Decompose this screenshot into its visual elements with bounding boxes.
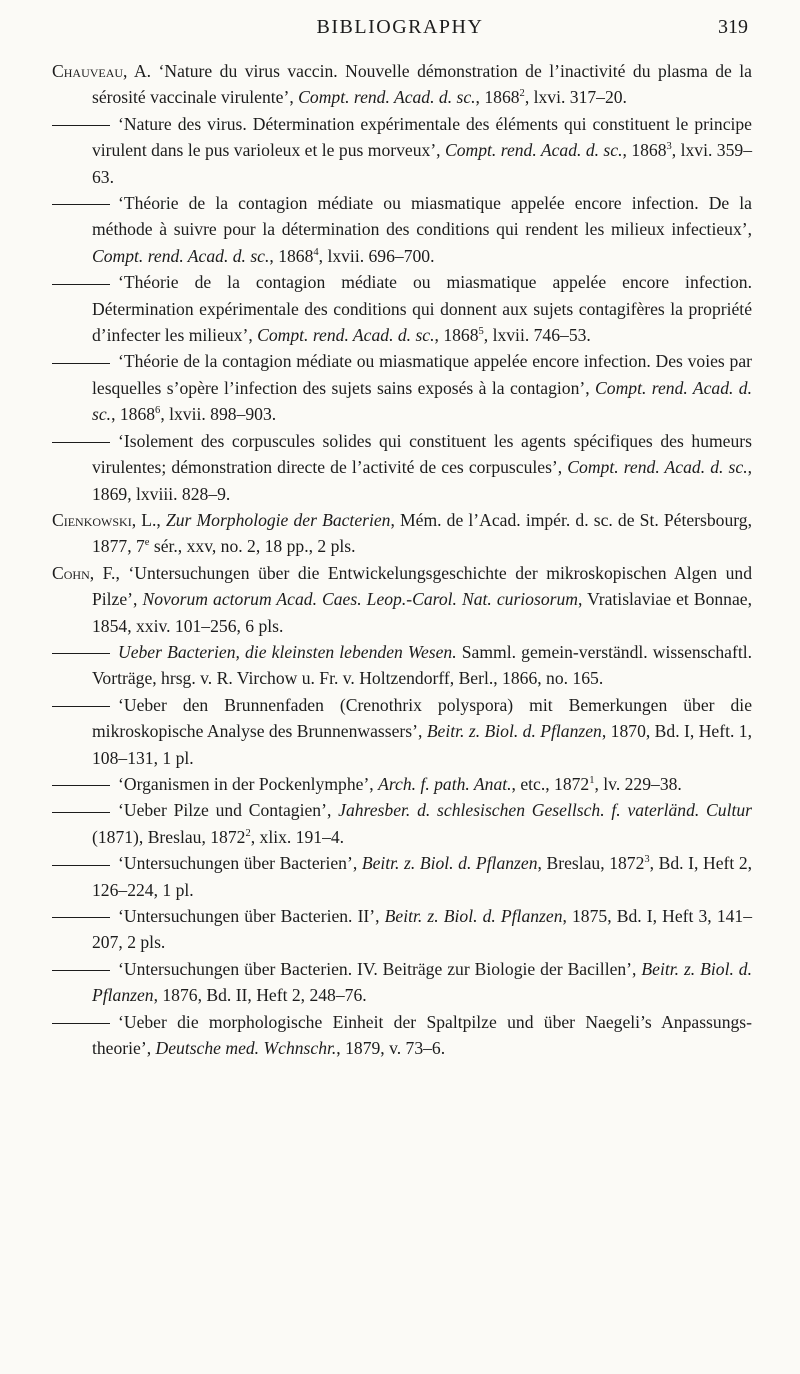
entry-text: ‘Untersuchungen über Bacterien. IV. Beiträge zur Biologie der Bacillen’,	[118, 958, 642, 979]
entry-author: Cohn, F.	[52, 562, 116, 583]
entry-superscript: 3	[666, 141, 672, 153]
entry-superscript: 2	[519, 88, 525, 100]
entry-text: , Breslau, 1872	[537, 853, 645, 874]
bibliography-entry	[52, 269, 752, 348]
entry-journal: Beitr. z. Biol. d. Pflanzen	[361, 853, 538, 874]
ditto-dash	[52, 785, 110, 786]
entry-text: ‘Ueber die morphologische Einheit der Spaltpilze und über Naegeli’s Anpassungs-theorie’,	[92, 1011, 752, 1059]
entry-superscript: 2	[245, 827, 251, 839]
entry-text: ,	[156, 509, 166, 530]
ditto-dash	[52, 653, 110, 654]
ditto-dash	[52, 970, 110, 971]
ditto-dash	[52, 865, 110, 866]
entry-text: ‘Ueber Pilze und Contagien’,	[118, 800, 339, 821]
entry-text: , lxvii. 696–700.	[318, 245, 435, 266]
entry-journal: Compt. rend. Acad. d. sc.	[257, 325, 435, 346]
entry-text: , lxvii. 746–53.	[483, 325, 591, 346]
entry-text: ‘Nature du virus vaccin. Nouvelle démonstration de l’inactivité du plasma de la sérosité vaccinale virulente’,	[92, 61, 752, 108]
bibliography-entry	[52, 1009, 752, 1062]
entry-journal: Jahresber. d. schlesischen Gesellsch. f. vaterländ. Cultur	[338, 800, 753, 821]
entry-text: , lxvi. 359–63.	[92, 140, 752, 187]
entry-journal: Compt. rend. Acad. d. sc.	[92, 377, 753, 425]
ditto-dash	[52, 442, 110, 443]
entry-text: Samml. gemein-verständl. wissenschaftl. Vorträge, hrsg. v. R. Virchow u. Fr. v. Holtzendorff, Berl., 1866, no. 165.	[92, 641, 752, 689]
entry-journal: Beitr. z. Biol. d. Pflanzen	[384, 906, 563, 926]
bibliography-entry	[52, 797, 752, 850]
bibliography-entry	[52, 428, 752, 507]
entry-journal: Arch. f. path. Anat.	[378, 773, 512, 794]
page-number: 319	[718, 16, 748, 38]
entry-text: , 1876, Bd. II, Heft 2, 248–76.	[153, 985, 367, 1006]
entry-author: Chauveau, A.	[52, 61, 152, 81]
entry-journal: Ueber Bacterien, die kleinsten lebenden Wesen.	[118, 641, 457, 662]
ditto-dash	[52, 1023, 110, 1024]
entry-text: , 1868	[434, 325, 479, 346]
entry-text: , 1868	[111, 404, 156, 425]
entry-journal: Compt. rend. Acad. d. sc.	[92, 245, 270, 266]
ditto-dash	[52, 812, 110, 813]
bibliography-entry	[52, 850, 752, 903]
entry-text: ‘Théorie de la contagion médiate ou miasmatique appelée encore infection. Détermination expérimentale des conditions qui donnent aux sujets contagifères la propriété d’infecter les milieux’,	[92, 272, 752, 346]
entry-text: ‘Théorie de la contagion médiate ou miasmatique appelée encore infection. Des voies par lesquelles s’opère l’infection des sujets sains exposés à la contagion’,	[92, 351, 752, 398]
entry-text: (1871), Breslau, 1872	[92, 826, 246, 847]
entry-text: ‘Isolement des corpuscules solides qui constituent les agents spécifiques des humeurs virulentes; démonstration directe de l’activité de ces corpuscules’,	[92, 430, 752, 478]
ditto-dash	[52, 706, 110, 707]
bibliography-entry	[52, 111, 752, 190]
bibliography-entry	[52, 190, 752, 269]
bibliography-entry	[52, 639, 752, 692]
bibliography-entry	[52, 348, 752, 427]
entry-journal: Beitr. z. Biol. d. Pflanzen	[426, 721, 602, 742]
bibliography-entry	[52, 903, 752, 956]
entry-text: sér., xxv, no. 2, 18 pp., 2 pls.	[149, 536, 356, 557]
bibliography-entry	[52, 507, 752, 560]
ditto-dash	[52, 284, 110, 285]
entry-text: , Bd. I, Heft 2, 126–224, 1 pl.	[92, 853, 753, 900]
entry-text: , lxvi. 317–20.	[524, 87, 627, 108]
entry-text: , 1868	[622, 140, 667, 161]
entry-journal: Zur Morphologie der Bacterien	[165, 509, 391, 530]
ditto-dash	[52, 917, 110, 918]
entry-text: , lxvii. 898–903.	[160, 404, 277, 425]
entry-text: , 1868	[269, 245, 314, 266]
bibliography-entry	[52, 956, 752, 1009]
entry-text: , 1870, Bd. I, Heft. 1, 108–131, 1 pl.	[92, 721, 752, 768]
entry-journal: Compt. rend. Acad. d. sc.	[298, 87, 476, 108]
entry-text: ‘Ueber den Brunnenfaden (Crenothrix polyspora) mit Bemerkungen über die mikroskopische Analyse des Brunnenwassers’,	[92, 694, 752, 742]
bibliography-entry	[52, 58, 752, 111]
bibliography-entry	[52, 771, 752, 797]
entry-journal: Compt. rend. Acad. d. sc.	[567, 457, 748, 478]
entry-journal: Novorum actorum Acad. Caes. Leop.-Carol. Nat. curiosorum	[142, 589, 578, 610]
bibliography-entry	[52, 560, 752, 639]
entry-superscript: 5	[478, 326, 484, 338]
entry-text: , Vratislaviae et Bonnae, 1854, xxiv. 101–256, 6 pls.	[92, 589, 752, 636]
entry-superscript: 3	[644, 854, 650, 866]
entry-journal: Deutsche med. Wchnschr.	[155, 1038, 337, 1059]
entry-text: , 1875, Bd. I, Heft 3, 141–207, 2 pls.	[92, 906, 753, 953]
entry-text: , lv. 229–38.	[594, 773, 682, 794]
entry-text: , 1869, lxviii. 828–9.	[92, 457, 752, 504]
entry-text: , xlix. 191–4.	[250, 826, 345, 847]
bibliography-entry	[52, 692, 752, 771]
entry-text: , etc., 1872	[511, 773, 590, 794]
ditto-dash	[52, 125, 110, 126]
entry-journal: Beitr. z. Biol. d. Pflanzen	[92, 958, 752, 1006]
entry-text: ‘Organismen in der Pockenlymphe’,	[118, 773, 379, 794]
entry-author: Cienkowski, L.	[52, 509, 157, 530]
entry-text: ‘Untersuchungen über Bacterien. II’,	[118, 906, 385, 926]
entry-text: , ‘Untersuchungen über die Entwickelungsgeschichte der mikroskopischen Algen und Pilze’,	[92, 562, 752, 610]
entry-superscript: 6	[155, 405, 161, 417]
entry-text: ‘Untersuchungen über Bacterien’,	[118, 853, 362, 874]
entry-text: , 1868	[475, 87, 520, 108]
entry-text: ‘Nature des virus. Détermination expérimentale des éléments qui constituent le principe virulent dans le pus varioleux et le pus morveux’,	[92, 113, 752, 161]
running-title: BIBLIOGRAPHY	[316, 16, 484, 38]
entry-superscript: 1	[589, 775, 595, 787]
entry-text: ‘Théorie de la contagion médiate ou miasmatique appelée encore infection. De la méthode à suivre pour la détermination des conditions qui rendent les milieux infectieux’,	[92, 193, 752, 240]
ditto-dash	[52, 363, 110, 364]
entry-text: , 1879, v. 73–6.	[336, 1038, 446, 1059]
entry-superscript: e	[144, 537, 150, 549]
ditto-dash	[52, 204, 110, 205]
page-header	[52, 16, 748, 46]
entry-superscript: 4	[313, 246, 319, 258]
entry-journal: Compt. rend. Acad. d. sc.	[445, 140, 623, 161]
bibliography-list	[52, 58, 752, 1061]
entry-text: , Mém. de l’Acad. impér. d. sc. de St. Pétersbourg, 1877, 7	[92, 509, 752, 557]
